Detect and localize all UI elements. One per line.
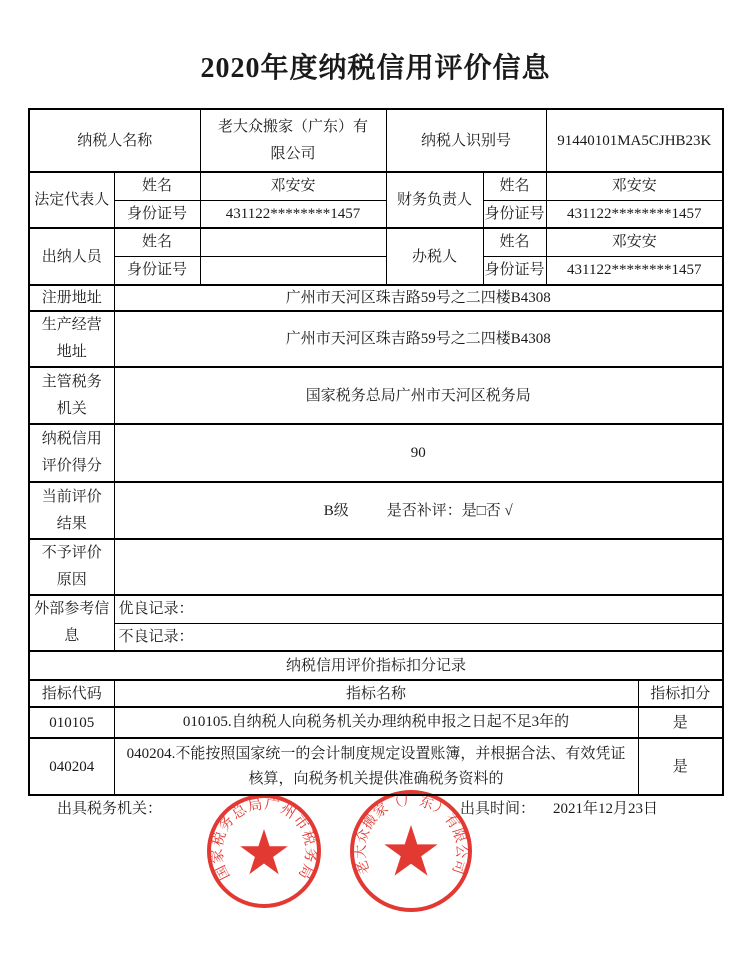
- table-row: [29, 539, 723, 595]
- table-row: [29, 482, 723, 539]
- table-row: [29, 651, 723, 680]
- table-row: [29, 256, 723, 285]
- legal-rep-label: 法定代表人: [29, 172, 114, 228]
- id-label: 身份证号: [483, 256, 546, 285]
- taxpayer-name-value: 老大众搬家（广东）有限公司: [200, 109, 386, 172]
- tax-authority-seal: [204, 791, 324, 911]
- table-row: [29, 680, 723, 707]
- officer-label: 办税人: [386, 228, 483, 285]
- name-label: 姓名: [483, 172, 546, 200]
- taxpayer-id-value: 91440101MA5CJHB23K: [546, 109, 723, 172]
- name-label: 姓名: [114, 172, 200, 200]
- indicator-deduct: 是: [638, 738, 723, 795]
- finance-id-value: 431122********1457: [546, 200, 723, 228]
- company-seal: [347, 787, 475, 915]
- name-label: 姓名: [483, 228, 546, 256]
- indicator-code-header: 指标代码: [29, 680, 114, 707]
- tax-info-table: [28, 108, 724, 796]
- biz-addr-label: 生产经营地址: [29, 311, 114, 367]
- no-eval-label: 不予评价原因: [29, 539, 114, 595]
- id-label: 身份证号: [114, 200, 200, 228]
- officer-id-value: 431122********1457: [546, 256, 723, 285]
- reg-addr-label: 注册地址: [29, 285, 114, 311]
- table-row: [29, 367, 723, 424]
- table-row: [29, 228, 723, 256]
- tax-authority-label: 主管税务机关: [29, 367, 114, 424]
- table-row: [29, 200, 723, 228]
- cashier-id-value: [200, 256, 386, 285]
- cashier-label: 出纳人员: [29, 228, 114, 285]
- indicator-code: 040204: [29, 738, 114, 795]
- finance-name-value: 邓安安: [546, 172, 723, 200]
- indicator-code: 010105: [29, 707, 114, 738]
- biz-addr-value: 广州市天河区珠吉路59号之二四楼B4308: [114, 311, 723, 367]
- id-label: 身份证号: [483, 200, 546, 228]
- officer-name-value: 邓安安: [546, 228, 723, 256]
- cashier-name-value: [200, 228, 386, 256]
- indicator-name: 040204.不能按照国家统一的会计制度规定设置账簿，并根据合法、有效凭证核算，向税务机关提供准确税务资料的: [114, 738, 638, 795]
- table-row: [29, 595, 723, 623]
- table-row: [29, 707, 723, 738]
- taxpayer-name-label: 纳税人名称: [29, 109, 200, 172]
- score-value: 90: [114, 424, 723, 482]
- result-level: B级: [323, 502, 349, 519]
- name-label: 姓名: [114, 228, 200, 256]
- star-icon: [384, 825, 437, 876]
- external-label: 外部参考信息: [29, 595, 114, 651]
- reg-addr-value: 广州市天河区珠吉路59号之二四楼B4308: [114, 285, 723, 311]
- indicator-deduct: 是: [638, 707, 723, 738]
- issuer-label: 出具税务机关：: [57, 801, 163, 817]
- indicator-deduct-header: 指标扣分: [638, 680, 723, 707]
- good-record: 优良记录：: [114, 595, 723, 623]
- deduction-section-title: 纳税信用评价指标扣分记录: [29, 651, 723, 680]
- page-title: 2020年度纳税信用评价信息: [200, 53, 551, 84]
- issue-time: [460, 797, 658, 818]
- legal-rep-id-value: 431122********1457: [200, 200, 386, 228]
- result-label: 当前评价结果: [29, 482, 114, 539]
- table-row: [29, 109, 723, 172]
- legal-rep-name-value: 邓安安: [200, 172, 386, 200]
- issue-time-value: 2021年12月23日: [553, 801, 659, 817]
- tax-authority-value: 国家税务总局广州市天河区税务局: [114, 367, 723, 424]
- seal-ring-text: 老大众搬家（广东）有限公司: [353, 793, 469, 876]
- result-supplement: 是否补评：是□否 √: [386, 502, 513, 519]
- taxpayer-id-label: 纳税人识别号: [386, 109, 546, 172]
- table-row: [29, 311, 723, 367]
- bad-record: 不良记录：: [114, 623, 723, 651]
- table-row: [29, 424, 723, 482]
- indicator-name-header: 指标名称: [114, 680, 638, 707]
- result-value: [114, 482, 723, 539]
- seal-ring-text: 国家税务总局广州市税务局: [209, 796, 319, 883]
- finance-label: 财务负责人: [386, 172, 483, 228]
- id-label: 身份证号: [114, 256, 200, 285]
- score-label: 纳税信用评价得分: [29, 424, 114, 482]
- table-row: [29, 285, 723, 311]
- table-row: [29, 172, 723, 200]
- star-icon: [240, 829, 288, 874]
- no-eval-value: [114, 539, 723, 595]
- indicator-name: 010105.自纳税人向税务机关办理纳税申报之日起不足3年的: [114, 707, 638, 738]
- issue-time-label: 出具时间：: [460, 801, 536, 817]
- table-row: [29, 623, 723, 651]
